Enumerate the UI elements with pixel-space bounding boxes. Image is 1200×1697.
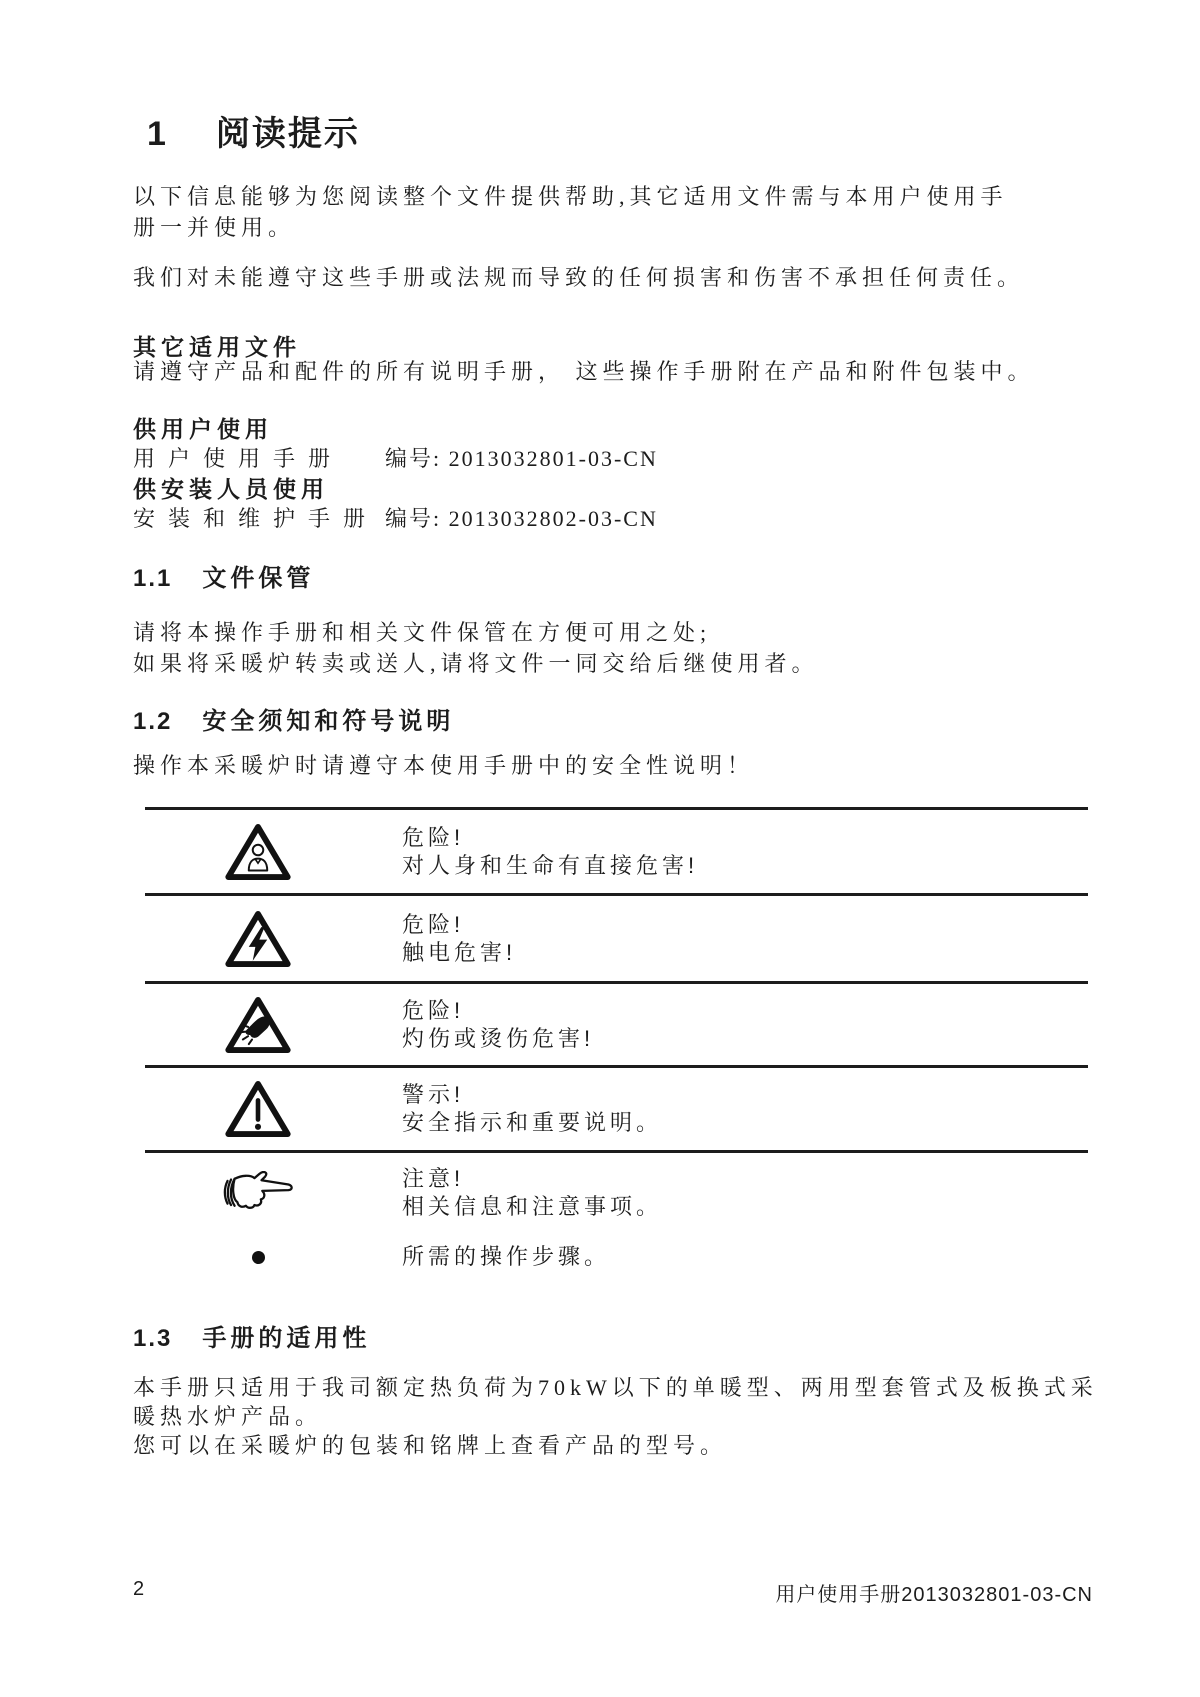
- for-installer-heading: 供安装人员使用: [133, 476, 329, 502]
- section-number: 1.1: [133, 565, 173, 592]
- symbol-description: 触电危害!: [402, 939, 517, 965]
- pointing-hand-icon: [145, 1171, 371, 1215]
- section-number: 1.2: [133, 708, 173, 735]
- safety-symbol-table: [145, 807, 1088, 1282]
- symbol-row-action-step: [145, 1232, 1088, 1282]
- intro-paragraph-2: [133, 262, 1024, 293]
- other-docs-heading: 其它适用文件: [133, 334, 301, 360]
- bullet-icon: [145, 1251, 371, 1264]
- chapter-heading: [147, 106, 360, 155]
- document-row: [133, 444, 658, 474]
- paragraph-line: 操作本采暖炉时请遵守本使用手册中的安全性说明！: [133, 753, 755, 778]
- section-1-1-heading: [133, 558, 314, 593]
- symbol-description: 对人身和生命有直接危害!: [402, 852, 699, 878]
- chapter-number: 1: [147, 115, 168, 153]
- symbol-row-danger-person: [145, 807, 1088, 893]
- symbol-text: [371, 824, 698, 880]
- symbol-row-note: [145, 1150, 1088, 1232]
- paragraph-line: 请将本操作手册和相关文件保管在方便可用之处;: [133, 620, 712, 645]
- symbol-title: 注意!: [402, 1165, 465, 1191]
- paragraph-line: 册一并使用。: [133, 215, 296, 240]
- section-1-2-heading: [133, 701, 454, 736]
- section-title: 安全须知和符号说明: [202, 708, 455, 735]
- symbol-text: [371, 1165, 662, 1221]
- symbol-title: 危险!: [402, 997, 465, 1023]
- symbol-title: 危险!: [402, 911, 465, 937]
- section-number: 1.3: [133, 1325, 173, 1352]
- page-number: 2: [133, 1578, 146, 1600]
- symbol-text: [371, 1243, 610, 1271]
- document-number: 编号: 2013032801-03-CN: [385, 446, 658, 471]
- symbol-row-burn-hazard: [145, 981, 1088, 1065]
- section-1-3-heading: [133, 1318, 370, 1353]
- paragraph-line: 您可以在采暖炉的包装和铭牌上查看产品的型号。: [133, 1433, 728, 1458]
- symbol-title: 危险!: [402, 824, 465, 850]
- paragraph-line: 本手册只适用于我司额定热负荷为70kW以下的单暖型、两用型套管式及板换式采: [133, 1375, 1098, 1400]
- intro-paragraph-1: [133, 181, 1008, 243]
- exclamation-triangle-icon: [145, 1080, 371, 1138]
- symbol-text: [371, 997, 594, 1053]
- paragraph-line: 我们对未能遵守这些手册或法规而导致的任何损害和伤害不承担任何责任。: [133, 265, 1025, 290]
- paragraph-line: 请遵守产品和配件的所有说明手册， 这些操作手册附在产品和附件包装中。: [133, 359, 1035, 384]
- symbol-description: 相关信息和注意事项。: [402, 1193, 663, 1219]
- section-1-1-body: [133, 617, 819, 679]
- symbol-description: 所需的操作步骤。: [402, 1244, 611, 1269]
- symbol-text: [371, 1081, 662, 1137]
- paragraph-line: 如果将采暖炉转卖或送人,请将文件一同交给后继使用者。: [133, 651, 819, 676]
- document-name: 用户使用手册: [133, 446, 344, 471]
- chapter-title: 阅读提示: [215, 115, 360, 153]
- symbol-text: [371, 911, 516, 967]
- paragraph-line: 以下信息能够为您阅读整个文件提供帮助,其它适用文件需与本用户使用手: [133, 184, 1008, 209]
- symbol-row-electric-shock: [145, 893, 1088, 981]
- electric-shock-triangle-icon: [145, 910, 371, 968]
- other-docs-body: [133, 356, 1035, 387]
- document-list: [133, 414, 658, 534]
- section-1-3-body: [133, 1373, 1098, 1460]
- footer-document-ref: 用户使用手册2013032801-03-CN: [775, 1584, 1093, 1606]
- document-row: [133, 504, 658, 534]
- for-user-heading: 供用户使用: [133, 416, 273, 442]
- section-title: 手册的适用性: [202, 1325, 371, 1352]
- symbol-row-warning: [145, 1065, 1088, 1150]
- symbol-title: 警示!: [402, 1082, 465, 1107]
- symbol-description: 安全指示和重要说明。: [402, 1110, 663, 1135]
- section-title: 文件保管: [202, 565, 315, 592]
- document-number: 编号: 2013032802-03-CN: [385, 506, 658, 531]
- document-name: 安装和维护手册: [133, 506, 379, 531]
- section-1-2-lead: [133, 750, 754, 781]
- paragraph-line: 暖热水炉产品。: [133, 1404, 323, 1429]
- symbol-description: 灼伤或烫伤危害!: [402, 1025, 595, 1051]
- danger-person-triangle-icon: [145, 823, 371, 881]
- burn-hazard-triangle-icon: [145, 996, 371, 1054]
